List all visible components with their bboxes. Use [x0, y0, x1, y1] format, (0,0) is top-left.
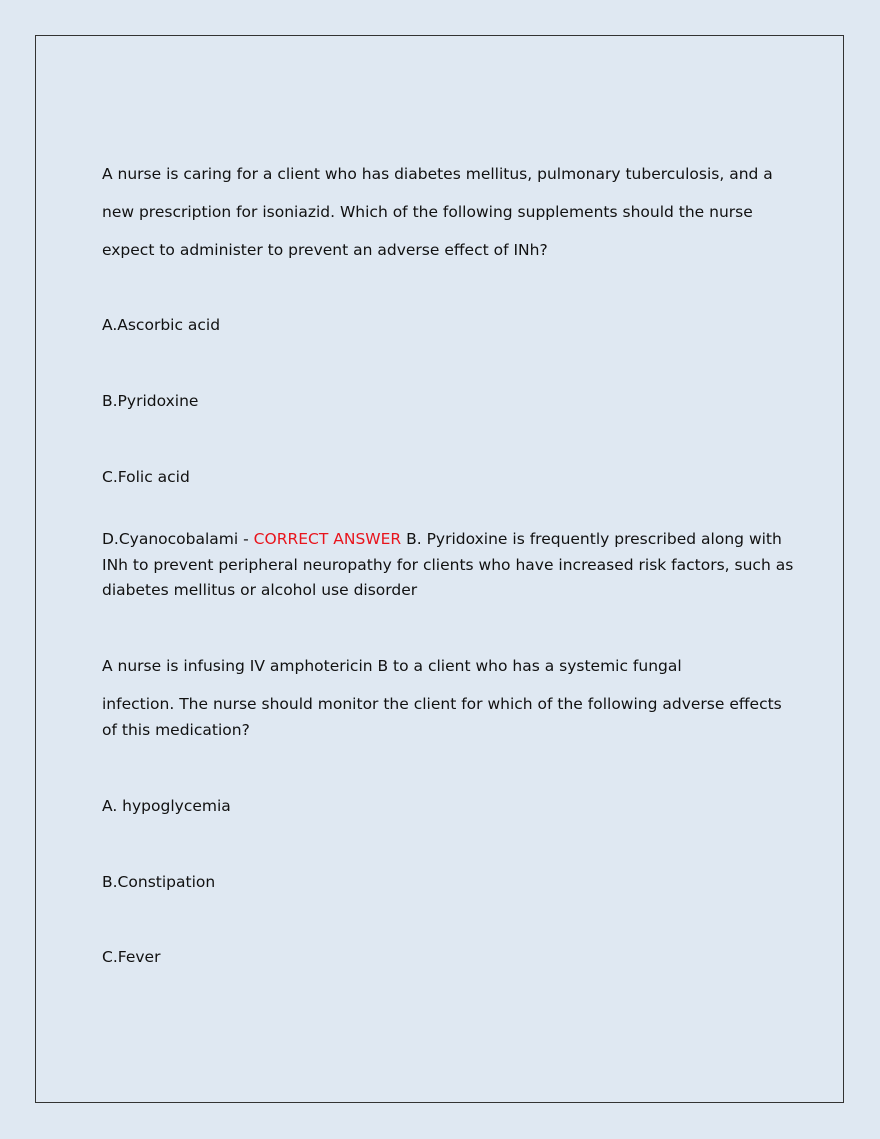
rationale-line-3: diabetes mellitus or alcohol use disorder — [102, 581, 418, 599]
question-1-stem-line-3: expect to administer to prevent an adverse effect of INh? — [102, 241, 548, 259]
rationale-line-1: B. Pyridoxine is frequently prescribed along with — [401, 530, 782, 548]
question-2-option-b: B.Constipation — [102, 873, 216, 891]
question-2-option-c: C.Fever — [102, 948, 161, 966]
question-1-option-b: B.Pyridoxine — [102, 392, 199, 410]
question-1-option-d: D.Cyanocobalami - — [102, 530, 254, 548]
question-1-option-d-line — [102, 529, 782, 549]
question-1-stem-line-2: new prescription for isoniazid. Which of the following supplements should the nurse — [102, 203, 753, 221]
correct-answer-label: CORRECT ANSWER — [253, 530, 402, 548]
question-1-option-c: C.Folic acid — [102, 468, 190, 486]
rationale-line-2: INh to prevent peripheral neuropathy for clients who have increased risk factors, such as — [102, 556, 794, 574]
question-1-stem-line-1: A nurse is caring for a client who has diabetes mellitus, pulmonary tuberculosis, and a — [102, 165, 773, 183]
question-2-option-a: A. hypoglycemia — [102, 797, 231, 815]
question-2-stem-line-2: infection. The nurse should monitor the client for which of the following adverse effects — [102, 695, 782, 713]
question-1-option-a: A.Ascorbic acid — [102, 316, 221, 334]
question-2-stem-line-1: A nurse is infusing IV amphotericin B to a client who has a systemic fungal — [102, 657, 682, 675]
question-2-stem-line-3: of this medication? — [102, 721, 250, 739]
